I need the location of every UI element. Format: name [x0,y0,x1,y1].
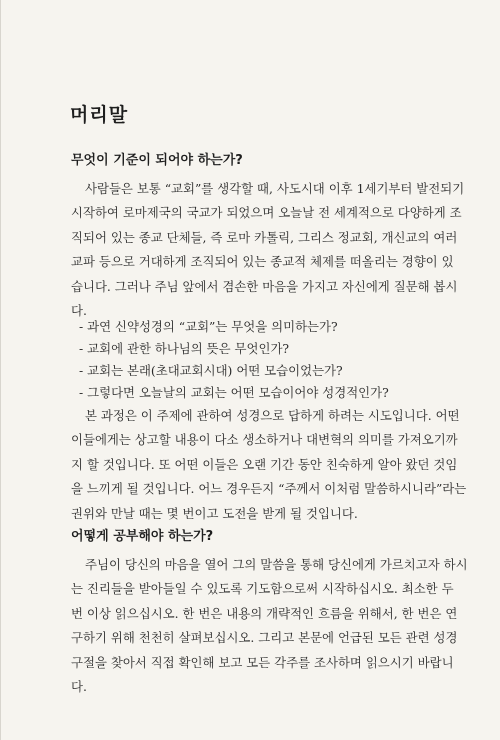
list-item: - 과연 신약성경의 “교회”는 무엇을 의미하는가? [79,319,338,334]
text-line: 사람들은 보통 “교회”를 생각할 때, 사도시대 이후 1세기부터 발전되기 [85,181,465,196]
list-item: - 교회는 본래(초대교회시대) 어떤 모습이었는가? [79,363,343,378]
text-line: 권위와 만날 때는 몇 번이고 도전을 받게 될 것입니다. [71,505,358,521]
text-line: 본 과정은 이 주제에 관하여 성경으로 답하게 하려는 시도입니다. 어떤 [85,408,460,423]
study-paragraph [71,553,468,699]
section-heading-how-to-study: 어떻게 공부해야 하는가? [71,529,214,544]
text-line: 이들에게는 상고할 내용이 다소 생소하거나 대변혁의 의미를 가져오기까 [71,432,458,448]
course-paragraph [71,404,467,526]
list-item: - 그렇다면 오늘날의 교회는 어떤 모습이어야 성경적인가? [79,385,389,400]
text-line: 구하기 위해 천천히 살펴보십시오. 그리고 본문에 언급된 모든 관련 성경 [71,630,458,646]
text-line: 습니다. 그러나 주님 앞에서 겸손한 마음을 가지고 자신에게 질문해 봅시 [71,278,458,294]
question-list [79,316,389,404]
text-line: 는 진리들을 받아들일 수 있도록 기도함으로써 시작하십시오. 최소한 두 [71,581,454,597]
page-title: 머리말 [70,104,129,126]
text-line: 시작하여 로마제국의 국교가 되었으며 오늘날 전 세계적으로 다양하게 조 [71,205,462,221]
list-item: - 교회에 관한 하나님의 뜻은 무엇인가? [79,341,290,356]
text-line: 직되어 있는 종교 단체들, 즉 로마 카톨릭, 그리스 정교회, 개신교의 여러 [71,229,458,245]
text-line: 번 이상 읽으십시오. 한 번은 내용의 개략적인 흐름을 위해서, 한 번은 연 [71,605,458,621]
intro-paragraph [71,177,465,323]
text-line: 구절을 찾아서 직접 확인해 보고 모든 각주를 조사하며 읽으시기 바랍니 [71,654,454,670]
text-line: 교파 등으로 거대하게 조직되어 있는 종교적 체제를 떠올리는 경향이 있 [71,254,454,270]
text-line: 을 느끼게 될 것입니다. 어느 경우든지 “주께서 이처럼 말씀하시니라”라는 [71,481,467,497]
text-line: 지 할 것입니다. 또 어떤 이들은 오랜 기간 동안 친숙하게 알아 왔던 것임 [71,456,458,472]
text-line: 다. [71,303,87,319]
text-line: 다. [71,679,87,695]
text-line: 주님이 당신의 마음을 열어 그의 말씀을 통해 당신에게 가르치고자 하시 [85,557,468,572]
section-heading-criteria: 무엇이 기준이 되어야 하는가? [71,153,243,168]
